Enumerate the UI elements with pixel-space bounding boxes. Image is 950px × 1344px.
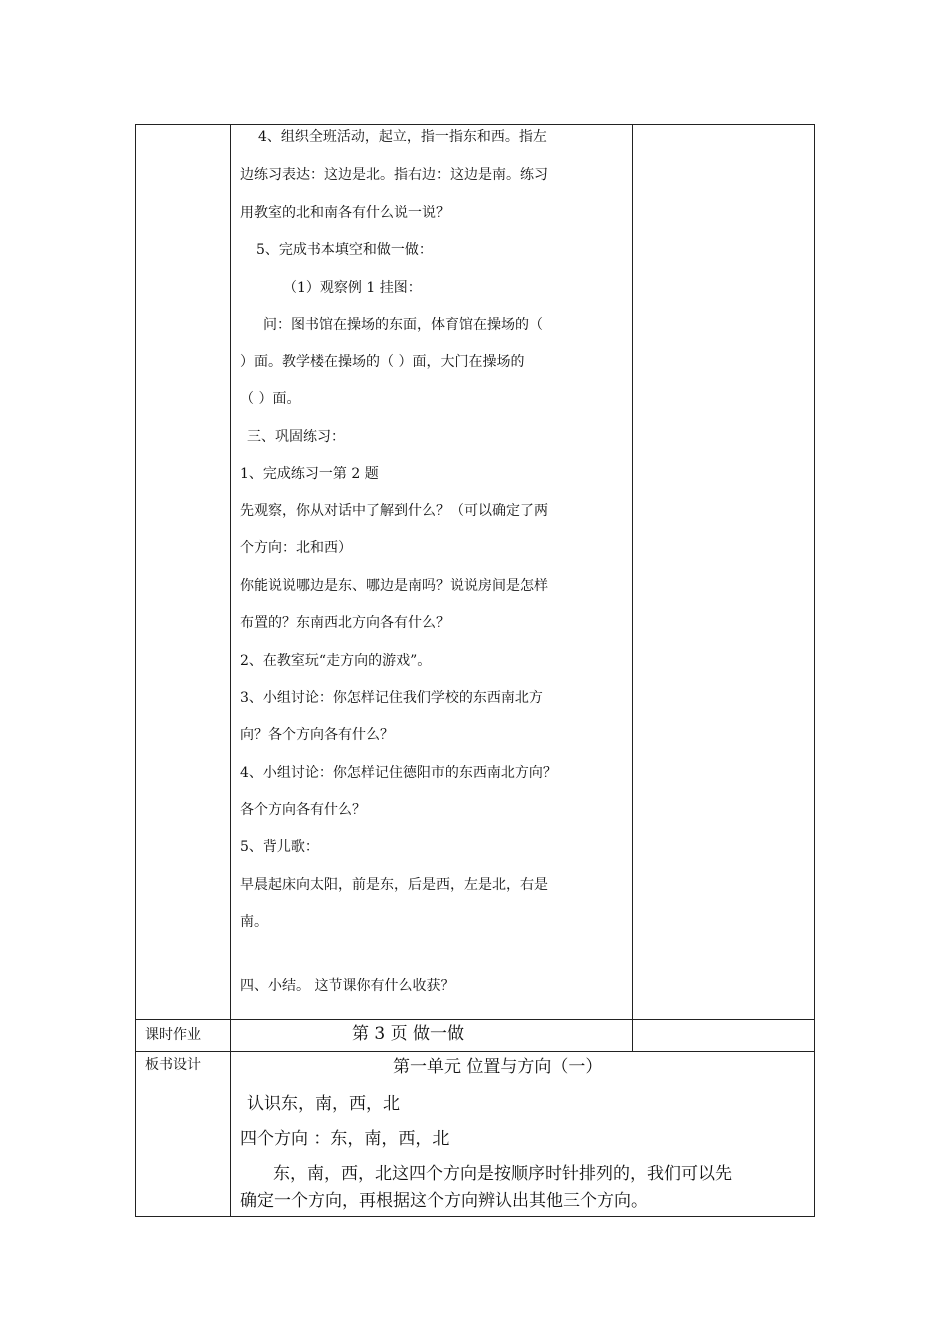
board-design-line: 认识东，南，西，北 — [247, 1094, 400, 1114]
board-design-line: 确定一个方向，再根据这个方向辨认出其他三个方向。 — [240, 1191, 648, 1211]
row-divider-homework — [135, 1019, 815, 1020]
lesson-step-line: 早晨起床向太阳，前是东，后是西，左是北，右是 — [240, 877, 548, 893]
row-divider-board — [135, 1051, 815, 1052]
lesson-step-line: 个方向：北和西） — [240, 540, 352, 556]
lesson-step-line: 3、小组讨论：你怎样记住我们学校的东西南北方 — [240, 690, 543, 706]
lesson-step-line: （1）观察例 1 挂图： — [283, 280, 422, 296]
lesson-step-line: 4、小组讨论：你怎样记住德阳市的东西南北方向？ — [240, 765, 557, 781]
lesson-step-line: 5、完成书本填空和做一做： — [256, 242, 433, 258]
lesson-step-line: 1、完成练习一第 2 题 — [240, 466, 379, 482]
lesson-step-line: 向？各个方向各有什么？ — [240, 727, 394, 743]
lesson-step-line: 你能说说哪边是东、哪边是南吗？说说房间是怎样 — [240, 578, 548, 594]
lesson-step-line: 5、背儿歌： — [240, 839, 319, 855]
section-heading: 四、小结。 这节课你有什么收获？ — [240, 978, 455, 994]
table-left-border — [135, 124, 136, 1217]
lesson-step-line: 边练习表达：这边是北。指右边：这边是南。练习 — [240, 167, 548, 183]
homework-content: 第 3 页 做一做 — [352, 1024, 465, 1044]
lesson-step-line: 布置的？东南西北方向各有什么？ — [240, 615, 450, 631]
lesson-step-line: 各个方向各有什么？ — [240, 802, 366, 818]
lesson-step-line: ）面。教学楼在操场的（ ）面，大门在操场的 — [240, 354, 525, 370]
lesson-step-line: （ ）面。 — [240, 391, 301, 407]
lesson-step-line: 2、在教室玩“走方向的游戏”。 — [240, 653, 432, 669]
lesson-step-line: 问：图书馆在操场的东面，体育馆在操场的（ — [263, 317, 543, 333]
table-right-border — [814, 124, 815, 1217]
section-heading: 三、巩固练习： — [247, 429, 345, 445]
lesson-step-line: 南。 — [240, 914, 268, 930]
column-divider-label — [230, 124, 231, 1217]
lesson-step-line: 先观察，你从对话中了解到什么？（可以确定了两 — [240, 503, 548, 519]
homework-label: 课时作业 — [145, 1027, 201, 1043]
board-design-line: 四个方向 ：东，南，西，北 — [240, 1129, 450, 1149]
board-design-title: 第一单元 位置与方向（一） — [393, 1057, 603, 1077]
column-divider-notes — [632, 124, 633, 1052]
board-design-label: 板书设计 — [145, 1057, 201, 1073]
lesson-step-line: 4、组织全班活动，起立，指一指东和西。指左 — [258, 129, 547, 145]
table-bottom-border — [135, 1216, 815, 1217]
table-top-border — [135, 124, 815, 125]
board-design-line: 东，南，西，北这四个方向是按顺序时针排列的，我们可以先 — [273, 1164, 732, 1184]
lesson-step-line: 用教室的北和南各有什么说一说？ — [240, 205, 450, 221]
